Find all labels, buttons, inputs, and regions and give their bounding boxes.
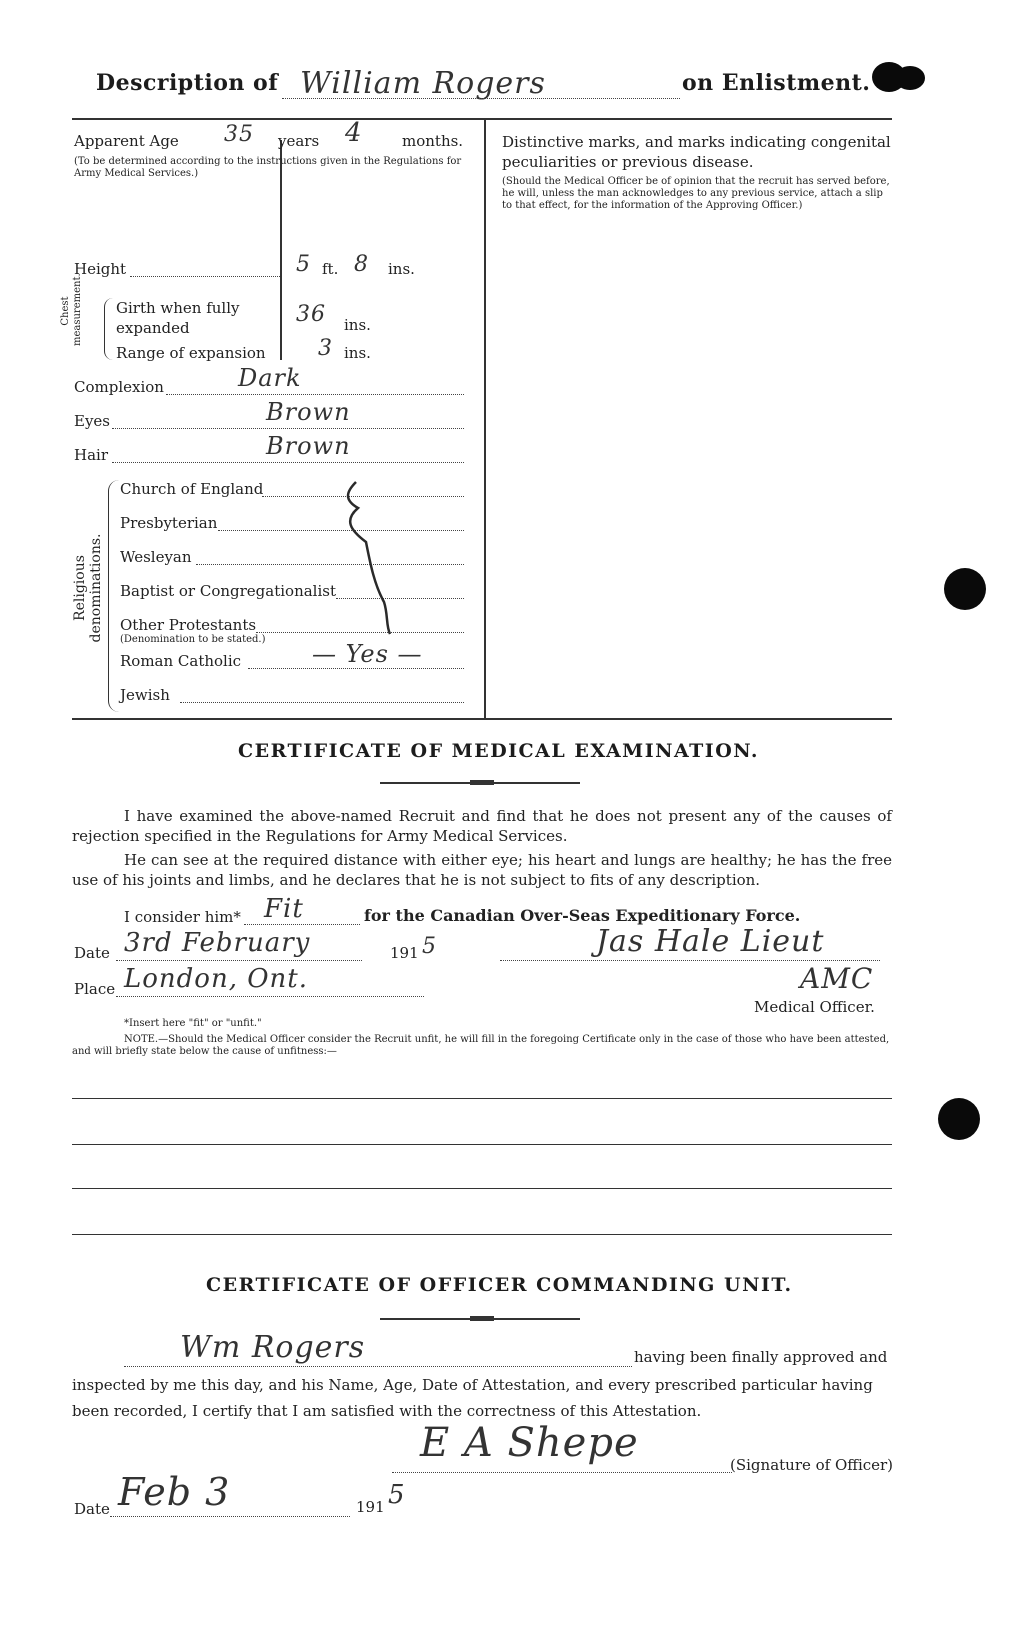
top-rule	[72, 118, 892, 120]
commanding-year-value: 5	[388, 1480, 406, 1510]
section-rule	[72, 718, 892, 720]
medical-title: CERTIFICATE OF MEDICAL EXAMINATION.	[238, 740, 760, 762]
medical-consider-prefix: I consider him*	[124, 908, 241, 926]
chest-girth-value: 36	[296, 302, 326, 327]
age-label: Apparent Age	[74, 132, 179, 150]
medical-officer-signature: Jas Hale Lieut	[596, 924, 825, 959]
height-line	[130, 276, 280, 277]
medical-title-rule-mark	[470, 780, 494, 785]
medical-date-label: Date	[74, 944, 110, 962]
commanding-date-value: Feb 3	[118, 1470, 231, 1514]
religion-other-note: (Denomination to be stated.)	[120, 634, 266, 645]
age-years-label: years	[278, 132, 320, 150]
medical-date-line	[116, 960, 362, 961]
eyes-line	[112, 428, 464, 429]
age-months-label: months.	[402, 132, 464, 150]
height-inches-value: 8	[354, 252, 369, 277]
ink-blot-top-2	[895, 66, 925, 90]
unfitness-line-4	[72, 1234, 892, 1235]
distinctive-note: (Should the Medical Officer be of opinion that the recruit has served before, he will, unless the man acknowledges to any previous service, attach a slip to that effect, for the information of the Approving Officer.)	[502, 176, 890, 211]
eyes-label: Eyes	[74, 412, 110, 430]
commanding-signature-value: E A Shepe	[420, 1420, 639, 1466]
chest-girth-label: Girth when fully expanded	[116, 299, 240, 337]
commanding-line2: inspected by me this day, and his Name, Age, Date of Attestation, and every prescribed particular having	[72, 1376, 873, 1394]
medical-place-value: London, Ont.	[124, 964, 309, 994]
commanding-title: CERTIFICATE OF OFFICER COMMANDING UNIT.	[206, 1274, 793, 1296]
medical-officer-label: Medical Officer.	[754, 998, 875, 1016]
religion-line-7	[180, 702, 464, 703]
commanding-line1-suffix: having been finally approved and	[634, 1348, 888, 1366]
commanding-name-line	[124, 1366, 632, 1367]
chest-range-label: Range of expansion	[116, 344, 266, 362]
commanding-date-label: Date	[74, 1500, 110, 1518]
chest-brace	[104, 298, 113, 360]
medical-officer-unit: AMC	[800, 962, 874, 995]
religion-side-label: Religious denominations.	[72, 533, 104, 643]
religion-item-church-of-england: Church of England	[120, 480, 264, 498]
complexion-label: Complexion	[74, 378, 164, 396]
religion-item-wesleyan: Wesleyan	[120, 548, 192, 566]
commanding-name-value: Wm Rogers	[180, 1330, 366, 1365]
punch-hole-upper	[944, 568, 986, 610]
medical-consider-value: Fit	[264, 894, 304, 924]
medical-note: NOTE.—Should the Medical Officer consider the Recruit unfit, he will fill in the foregoing Certificate only in the case of those who have been attested, and will briefly state below the cause of unfitness:—	[72, 1034, 890, 1057]
age-years-value: 35	[224, 122, 254, 147]
punch-hole-lower	[938, 1098, 980, 1140]
religion-item-roman-catholic: Roman Catholic	[120, 652, 242, 670]
religion-item-presbyterian: Presbyterian	[120, 514, 218, 532]
age-note: (To be determined according to the instructions given in the Regulations for Army Medical Services.)	[74, 156, 462, 179]
chest-range-unit: ins.	[344, 344, 371, 362]
religion-item-baptist: Baptist or Congregationalist	[120, 582, 336, 600]
religion-line-3	[196, 564, 464, 565]
medical-year-value: 5	[422, 934, 437, 959]
commanding-line3: been recorded, I certify that I am satisfied with the correctness of this Attestation.	[72, 1402, 702, 1420]
eyes-value: Brown	[266, 398, 351, 426]
hair-value: Brown	[266, 432, 351, 460]
header-name: William Rogers	[300, 66, 546, 101]
complexion-line	[166, 394, 464, 395]
religion-brace	[108, 480, 119, 712]
religion-roman-catholic-mark: — Yes —	[312, 640, 423, 668]
height-inches-label: ins.	[388, 260, 415, 278]
religion-item-jewish: Jewish	[120, 686, 170, 704]
medical-place-label: Place	[74, 980, 116, 998]
chest-girth-unit: ins.	[344, 316, 371, 334]
unfitness-line-1	[72, 1098, 892, 1099]
medical-year-prefix: 191	[390, 944, 419, 962]
hair-line	[112, 462, 464, 463]
commanding-year-prefix: 191	[356, 1498, 385, 1516]
commanding-signature-label: (Signature of Officer)	[730, 1456, 894, 1474]
medical-insert-note: *Insert here "fit" or "unfit."	[124, 1018, 262, 1029]
medical-para1: I have examined the above-named Recruit and find that he does not present any of the causes of rejection specified in the Regulations for Army Medical Services.	[72, 807, 892, 845]
complexion-value: Dark	[238, 364, 302, 392]
age-months-value: 4	[345, 118, 363, 148]
commanding-date-line	[110, 1516, 350, 1517]
header-suffix: on Enlistment.	[682, 70, 871, 96]
header-name-line	[282, 98, 680, 99]
medical-consider-suffix: for the Canadian Over-Seas Expeditionary Force.	[364, 906, 801, 925]
commanding-signature-line	[392, 1472, 732, 1473]
unfitness-line-2	[72, 1144, 892, 1145]
chest-range-value: 3	[318, 336, 333, 361]
unfitness-line-3	[72, 1188, 892, 1189]
religion-handwritten-stroke	[340, 478, 410, 638]
chest-side-label: Chest measurement.	[60, 273, 83, 346]
commanding-title-rule-mark	[470, 1316, 494, 1321]
column-divider	[484, 120, 486, 720]
medical-officer-line	[500, 960, 880, 961]
hair-label: Hair	[74, 446, 108, 464]
header-prefix: Description of	[96, 70, 279, 96]
religion-line-6	[248, 668, 464, 669]
height-feet-label: ft.	[322, 260, 339, 278]
medical-place-line	[116, 996, 424, 997]
medical-date-value: 3rd February	[124, 928, 311, 958]
medical-para2: He can see at the required distance with either eye; his heart and lungs are healthy; he has the free use of his joints and limbs, and he declares that he is not subject to fits of any description.	[72, 851, 892, 889]
religion-item-other-protestants: Other Protestants	[120, 616, 257, 634]
distinctive-heading: Distinctive marks, and marks indicating congenital peculiarities or previous disease.	[502, 133, 891, 171]
medical-consider-line	[244, 924, 360, 925]
height-label: Height	[74, 260, 127, 278]
height-feet-value: 5	[296, 252, 311, 277]
